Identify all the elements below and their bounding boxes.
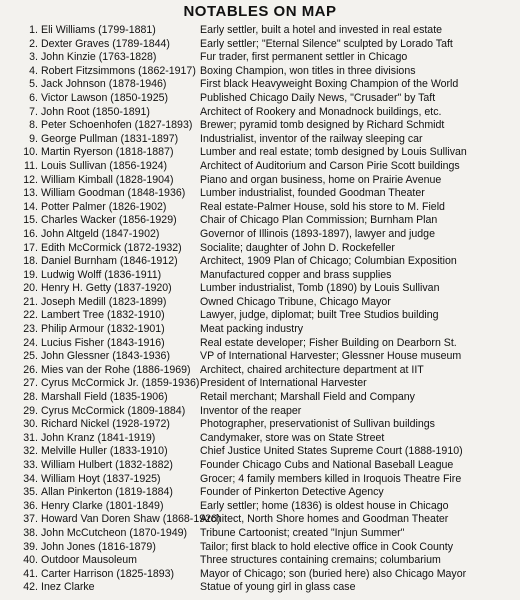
entry-description: Real estate-Palmer House, sold his store to M. Field [200, 200, 445, 213]
entry-number: 20. [23, 282, 38, 295]
entry-number: 1. [29, 24, 38, 36]
entry-number: 23. [23, 323, 38, 336]
list-item [0, 92, 520, 106]
list-item [0, 527, 520, 541]
entry-number: 4. [29, 64, 38, 77]
list-item [0, 405, 520, 419]
list-item [0, 554, 520, 568]
entry-number: 37. [23, 513, 38, 526]
entry-name: William Kimball (1828-1904) [41, 173, 174, 186]
entry-description: Brewer; pyramid tomb designed by Richard Schmidt [200, 119, 445, 132]
entry-description: Owned Chicago Tribune, Chicago Mayor [200, 295, 391, 308]
entry-name: Inez Clarke [41, 581, 95, 594]
list-item [0, 24, 520, 38]
entry-number: 5. [29, 78, 38, 91]
entry-description: Manufactured copper and brass supplies [200, 268, 392, 281]
entry-name: John Altgeld (1847-1902) [41, 227, 160, 240]
list-item [0, 418, 520, 432]
list-item [0, 269, 520, 283]
entry-name: Martin Ryerson (1818-1887) [41, 146, 174, 159]
entry-description: President of International Harvester [200, 377, 367, 390]
entry-name: Ludwig Wolff (1836-1911) [41, 268, 162, 281]
entry-number: 24. [23, 336, 38, 349]
entry-name: Dexter Graves (1789-1844) [41, 37, 170, 50]
entry-description: Industrialist, inventor of the railway sleeping car [200, 132, 423, 145]
entry-description: Retail merchant; Marshall Field and Company [200, 391, 415, 404]
entry-number: 19. [23, 268, 38, 281]
entry-name: Louis Sullivan (1856-1924) [41, 159, 168, 172]
list-item [0, 568, 520, 582]
entry-name: John Glessner (1843-1936) [41, 350, 170, 363]
entry-number: 18. [23, 255, 38, 268]
entry-description: Early settler; home (1836) is oldest house in Chicago [200, 499, 449, 512]
entry-description: Founder Chicago Cubs and National Baseball League [200, 459, 454, 471]
entry-description: Statue of young girl in glass case [200, 581, 356, 594]
list-item [0, 581, 520, 595]
entry-description: Photographer, preservationist of Sullivan buildings [200, 418, 435, 431]
entry-name: John Jones (1816-1879) [41, 540, 156, 553]
list-item [0, 106, 520, 120]
entry-name: Philip Armour (1832-1901) [41, 323, 165, 336]
entry-name: Joseph Medill (1823-1899) [41, 295, 167, 308]
entry-description: Founder of Pinkerton Detective Agency [200, 486, 384, 499]
list-item [0, 513, 520, 527]
list-item [0, 377, 520, 391]
entry-name: William Goodman (1848-1936) [41, 187, 186, 200]
entry-name: Carter Harrison (1825-1893) [41, 567, 175, 580]
entry-number: 38. [23, 526, 38, 539]
entry-name: Marshall Field (1835-1906) [41, 391, 168, 404]
entry-number: 34. [23, 472, 38, 485]
entry-description: Governor of Illinois (1893-1897), lawyer and judge [200, 227, 435, 240]
entry-name: John McCutcheon (1870-1949) [41, 526, 188, 539]
list-item [0, 51, 520, 65]
entry-description: Mayor of Chicago; son (buried here) also Chicago Mayor [200, 567, 467, 580]
list-item [0, 282, 520, 296]
entry-name: Lambert Tree (1832-1910) [41, 309, 165, 322]
list-item [0, 78, 520, 92]
entry-number: 12. [23, 173, 38, 186]
entry-number: 33. [23, 459, 38, 471]
list-item [0, 174, 520, 188]
entry-number: 21. [23, 295, 38, 308]
entry-description: Tailor; first black to hold elective office in Cook County [200, 540, 453, 553]
entry-description: Grocer; 4 family members killed in Iroquois Theatre Fire [200, 472, 462, 485]
entry-description: Early settler, built a hotel and invested in real estate [200, 24, 443, 36]
list-item [0, 38, 520, 52]
entry-number: 35. [23, 486, 38, 499]
list-item [0, 187, 520, 201]
list-item [0, 364, 520, 378]
entry-name: Robert Fitzsimmons (1862-1917) [41, 64, 196, 77]
list-item [0, 486, 520, 500]
entry-number: 6. [29, 91, 38, 104]
list-item [0, 500, 520, 514]
entry-number: 22. [23, 309, 38, 322]
entry-number: 29. [23, 404, 38, 417]
entry-description: Architect of Auditorium and Carson Pirie Scott buildings [200, 159, 460, 172]
list-item [0, 337, 520, 351]
entry-number: 32. [23, 445, 38, 458]
entry-description: Candymaker, store was on State Street [200, 431, 385, 444]
entry-description: Tribune Cartoonist; created "Injun Summer" [200, 526, 405, 539]
entry-number: 2. [29, 37, 38, 50]
entry-description: Published Chicago Daily News, "Crusader" by Taft [200, 91, 436, 104]
entry-description: Inventor of the reaper [200, 404, 302, 417]
entry-number: 3. [29, 51, 38, 64]
entry-number: 8. [29, 119, 38, 132]
entry-number: 39. [23, 540, 38, 553]
list-item [0, 459, 520, 473]
entry-description: Chair of Chicago Plan Commission; Burnham Plan [200, 214, 438, 227]
entry-name: John Kranz (1841-1919) [41, 431, 156, 444]
entry-description: Architect, 1909 Plan of Chicago; Columbian Exposition [200, 255, 457, 268]
list-item [0, 432, 520, 446]
entry-description: Socialite; daughter of John D. Rockefeller [200, 241, 395, 254]
entry-number: 30. [23, 418, 38, 431]
list-item [0, 146, 520, 160]
list-item [0, 65, 520, 79]
entry-name: William Hulbert (1832-1882) [41, 459, 173, 471]
list-item [0, 201, 520, 215]
entry-number: 9. [29, 132, 38, 145]
entry-number: 36. [23, 499, 38, 512]
list-item [0, 296, 520, 310]
entry-description: Meat packing industry [200, 323, 304, 336]
entry-number: 11. [24, 159, 38, 172]
entry-name: Henry Clarke (1801-1849) [41, 499, 164, 512]
entry-number: 26. [23, 363, 38, 376]
entry-description: Fur trader, first permanent settler in Chicago [200, 51, 408, 64]
entry-name: Cyrus McCormick Jr. (1859-1936) [41, 377, 200, 390]
list-item [0, 160, 520, 174]
entry-number: 7. [29, 105, 38, 118]
entry-number: 40. [23, 554, 38, 567]
entry-name: Cyrus McCormick (1809-1884) [41, 404, 186, 417]
entry-description: VP of International Harvester; Glessner House museum [200, 350, 462, 363]
entry-name: William Hoyt (1837-1925) [41, 472, 161, 485]
entry-number: 42. [23, 581, 38, 594]
entry-name: John Kinzie (1763-1828) [41, 51, 157, 64]
entry-description: Architect of Rookery and Monadnock buildings, etc. [200, 105, 442, 118]
list-item [0, 473, 520, 487]
entry-number: 13. [23, 187, 38, 200]
entry-name: Charles Wacker (1856-1929) [41, 214, 177, 227]
list-item [0, 255, 520, 269]
entry-description: Boxing Champion, won titles in three divisions [200, 64, 416, 77]
entry-name: Lucius Fisher (1843-1916) [41, 336, 165, 349]
entry-description: Piano and organ business, home on Prairie Avenue [200, 173, 442, 186]
entry-name: Daniel Burnham (1846-1912) [41, 255, 178, 268]
entry-number: 25. [23, 350, 38, 363]
list-item [0, 119, 520, 133]
entry-number: 15. [23, 214, 38, 227]
entry-number: 10. [23, 146, 38, 159]
entry-description: Architect, chaired architecture department at IIT [200, 363, 424, 376]
list-item [0, 323, 520, 337]
list-item [0, 309, 520, 323]
list-item [0, 228, 520, 242]
entry-name: George Pullman (1831-1897) [41, 132, 179, 145]
entry-description: Lumber industrialist, founded Goodman Theater [200, 187, 425, 200]
entry-name: Mies van der Rohe (1886-1969) [41, 363, 191, 376]
entry-description: Lumber industrialist, Tomb (1890) by Louis Sullivan [200, 282, 440, 295]
entry-number: 14. [23, 200, 38, 213]
entry-name: Potter Palmer (1826-1902) [41, 200, 167, 213]
entry-number: 31. [23, 431, 38, 444]
entry-description: Lumber and real estate; tomb designed by Louis Sullivan [200, 146, 467, 159]
entry-name: Howard Van Doren Shaw (1868-1926) [41, 513, 221, 526]
entry-name: Henry H. Getty (1837-1920) [41, 282, 172, 295]
entry-description: Three structures containing cremains; columbarium [200, 554, 441, 567]
entry-name: Edith McCormick (1872-1932) [41, 241, 182, 254]
entry-name: Eli Williams (1799-1881) [41, 24, 156, 36]
page-title: NOTABLES ON MAP [183, 3, 337, 20]
entry-description: First black Heavyweight Boxing Champion of the World [200, 78, 459, 91]
entry-description: Chief Justice United States Supreme Court (1888-1910) [200, 445, 463, 458]
list-item [0, 391, 520, 405]
entry-name: Peter Schoenhofen (1827-1893) [41, 119, 193, 132]
entry-description: Lawyer, judge, diplomat; built Tree Studios building [200, 309, 439, 322]
entry-number: 41. [23, 567, 38, 580]
list-item [0, 445, 520, 459]
entry-name: John Root (1850-1891) [41, 105, 150, 118]
list-item [0, 133, 520, 147]
list-item [0, 214, 520, 228]
entry-number: 28. [23, 391, 38, 404]
entry-number: 16. [23, 227, 38, 240]
entry-description: Real estate developer; Fisher Building on Dearborn St. [200, 336, 457, 349]
entry-name: Richard Nickel (1928-1972) [41, 418, 170, 431]
entry-name: Melville Huller (1833-1910) [41, 445, 168, 458]
entry-number: 17. [23, 241, 38, 254]
entry-description: Early settler; "Eternal Silence" sculpted by Lorado Taft [200, 37, 453, 50]
notables-list [0, 24, 520, 595]
entry-name: Victor Lawson (1850-1925) [41, 91, 169, 104]
entry-description: Architect, North Shore homes and Goodman Theater [200, 513, 449, 526]
entry-number: 27. [23, 377, 38, 390]
entry-name: Jack Johnson (1878-1946) [41, 78, 167, 91]
list-item [0, 541, 520, 555]
entry-name: Allan Pinkerton (1819-1884) [41, 486, 173, 499]
list-item [0, 242, 520, 256]
list-item [0, 350, 520, 364]
entry-name: Outdoor Mausoleum [41, 554, 137, 567]
